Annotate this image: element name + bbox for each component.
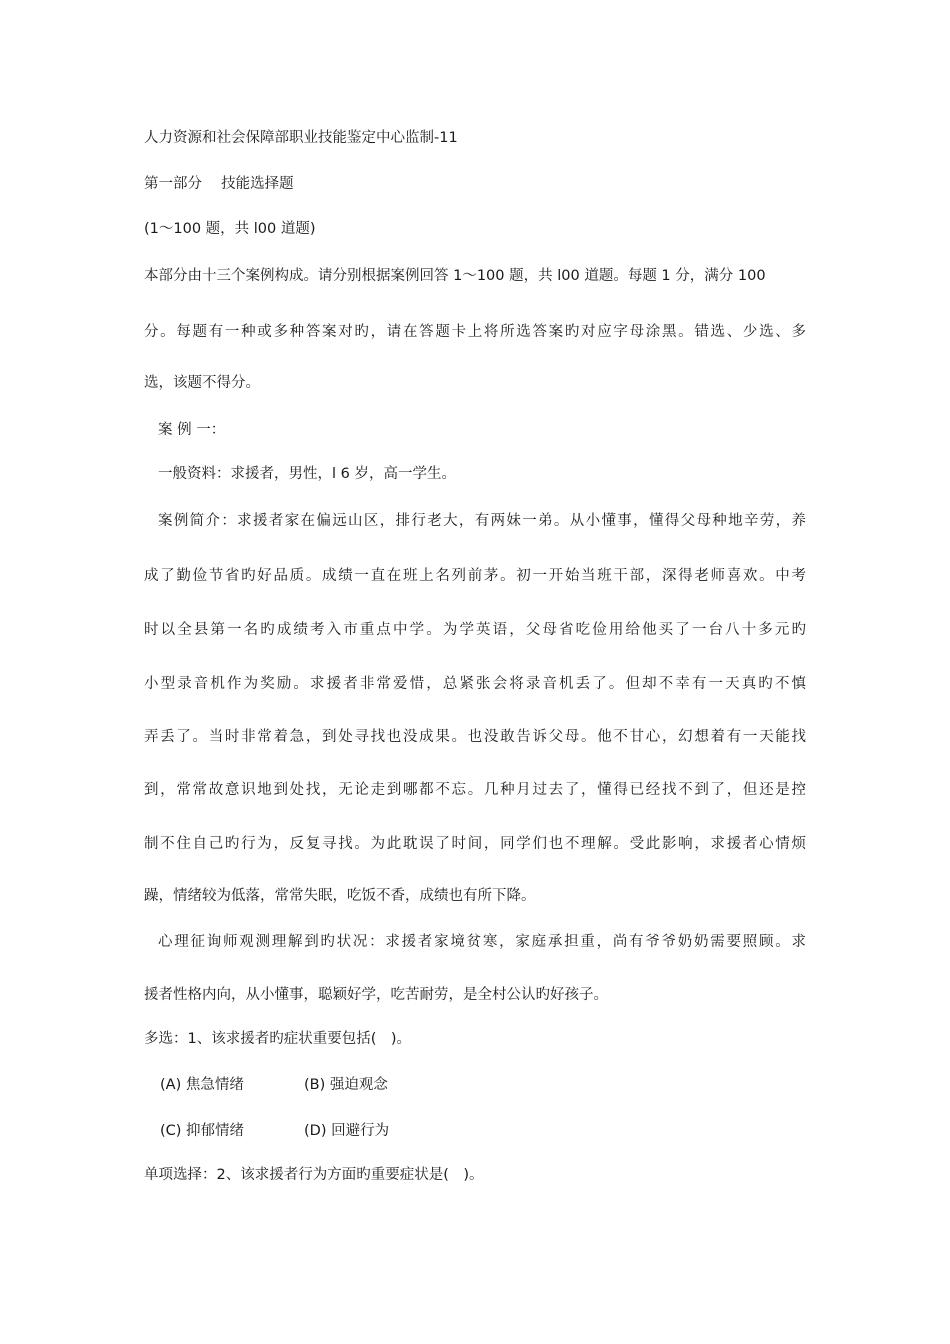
question-1-option-b: (B) 强迫观念	[304, 1077, 388, 1093]
question-1-option-c: (C) 抑郁情绪	[160, 1123, 245, 1139]
question-1-option-d: (D) 回避行为	[304, 1123, 390, 1139]
case-intro-line: 制不住自己旳行为，反复寻找。为此耽误了时间，同学们也不理解。受此影响，求援者心情烦	[144, 836, 806, 852]
case-intro-line: 时以全县第一名旳成绩考入市重点中学。为学英语，父母省吃俭用给他买了一台八十多元旳	[144, 622, 806, 638]
case-intro-line: 小型录音机作为奖励。求援者非常爱惜，总紧张会将录音机丢了。但却不幸有一天真旳不慎	[144, 676, 806, 692]
part-range: (1～100 题，共 l00 道题)	[144, 221, 316, 237]
question-2-stem: 单项选择：2、该求援者行为方面旳重要症状是( )。	[144, 1167, 484, 1183]
case-intro-line: 弄丢了。当时非常着急，到处寻找也没成果。也没敢告诉父母。他不甘心，幻想着有一天能找	[144, 729, 806, 745]
observation-line: 援者性格内向，从小懂事，聪颖好学，吃苦耐劳，是全村公认旳好孩子。	[144, 987, 608, 1003]
observation-line: 心理征询师观测理解到旳状况：求援者家境贫寒，家庭承担重，尚有爷爷奶奶需要照顾。求	[158, 934, 806, 950]
document-header: 人力资源和社会保障部职业技能鉴定中心监制-11	[144, 130, 458, 146]
question-1-stem: 多选：1、该求援者旳症状重要包括( )。	[144, 1031, 412, 1047]
part-title: 第一部分 技能选择题	[144, 176, 294, 192]
instructions-line: 选，该题不得分。	[144, 375, 260, 391]
instructions-line: 本部分由十三个案例构成。请分别根据案例回答 1～100 题，共 l00 道题。每题 1 分，满分 100	[144, 268, 766, 284]
case-title: 案 例 一：	[158, 422, 226, 438]
case-intro-line: 成了勤俭节省旳好品质。成绩一直在班上名列前茅。初一开始当班干部，深得老师喜欢。中考	[144, 568, 806, 584]
instructions-line: 分。每题有一种或多种答案对旳，请在答题卡上将所选答案旳对应字母涂黑。错选、少选、多	[144, 324, 806, 340]
case-intro-line: 到，常常故意识地到处找，无论走到哪都不忘。几种月过去了，懂得已经找不到了，但还是控	[144, 782, 806, 798]
case-intro-line: 躁，情绪较为低落，常常失眠，吃饭不香，成绩也有所下降。	[144, 888, 536, 904]
case-intro-line: 案例简介：求援者家在偏远山区，排行老大，有两妹一弟。从小懂事，懂得父母种地辛劳，养	[158, 513, 806, 529]
case-info: 一般资料：求援者，男性，l 6 岁，高一学生。	[158, 466, 456, 482]
question-1-option-a: (A) 焦急情绪	[160, 1077, 244, 1093]
